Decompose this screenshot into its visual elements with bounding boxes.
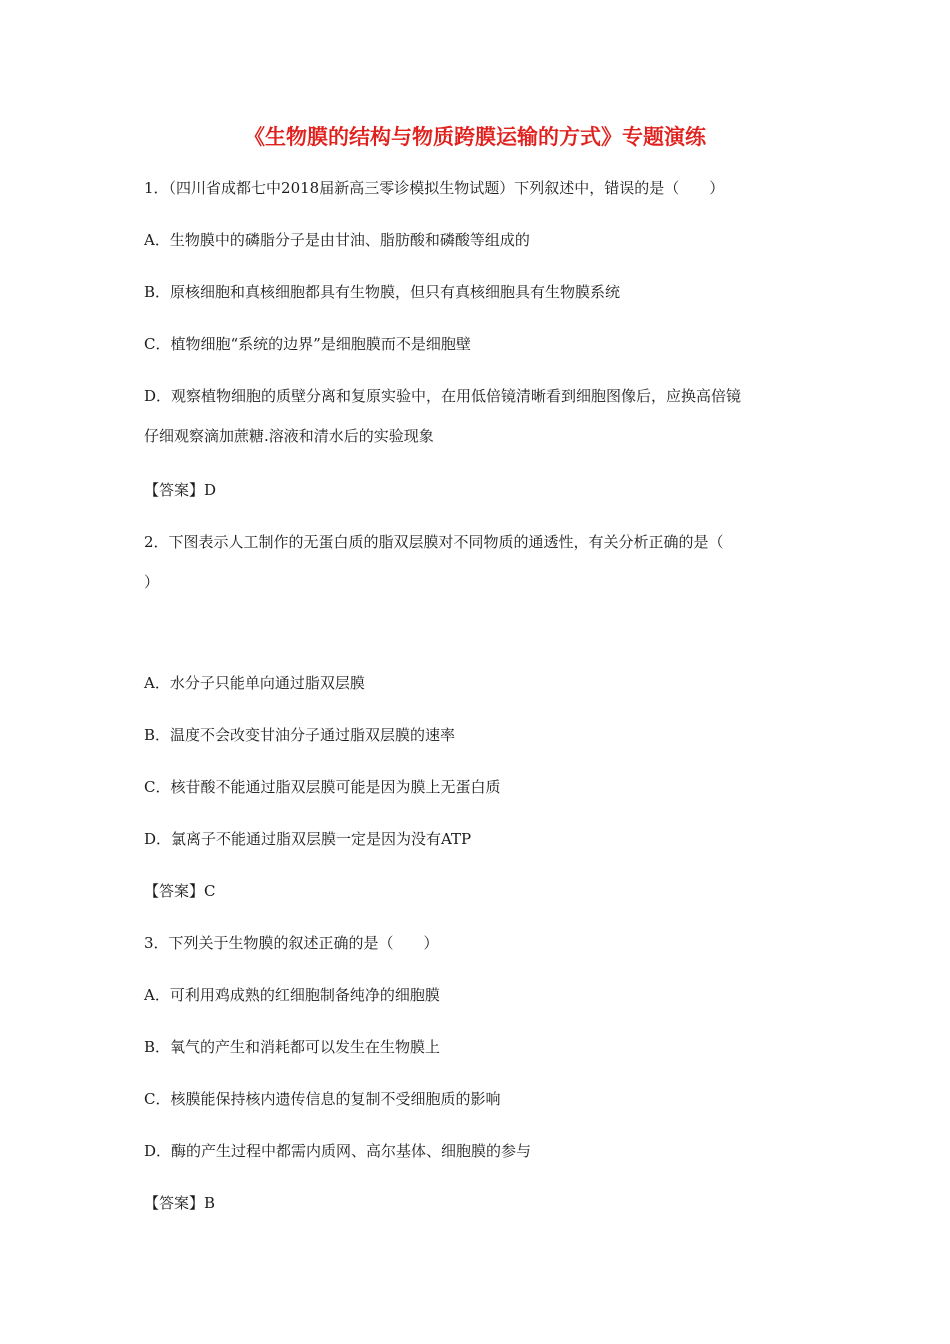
document-title: 《生物膜的结构与物质跨膜运输的方式》专题演练 xyxy=(244,124,706,149)
question-2-option-c: C．核苷酸不能通过脂双层膜可能是因为膜上无蛋白质 xyxy=(144,778,501,796)
question-2-option-b: B．温度不会改变甘油分子通过脂双层膜的速率 xyxy=(144,726,456,744)
question-2-stem-line-1: 2．下图表示人工制作的无蛋白质的脂双层膜对不同物质的通透性，有关分析正确的是（ xyxy=(144,533,724,551)
question-1-answer: 【答案】D xyxy=(144,481,217,499)
question-2-answer: 【答案】C xyxy=(144,882,216,900)
question-2-stem-line-2: ） xyxy=(144,573,160,591)
question-3-stem: 3．下列关于生物膜的叙述正确的是（ ） xyxy=(144,934,439,952)
question-1-option-d-line-2: 仔细观察滴加蔗糖.溶液和清水后的实验现象 xyxy=(144,427,434,445)
question-3-option-c: C．核膜能保持核内遗传信息的复制不受细胞质的影响 xyxy=(144,1090,501,1108)
question-1-option-c: C．植物细胞“系统的边界”是细胞膜而不是细胞壁 xyxy=(144,335,471,353)
question-1-option-b: B．原核细胞和真核细胞都具有生物膜，但只有真核细胞具有生物膜系统 xyxy=(144,283,621,301)
question-3-answer: 【答案】B xyxy=(144,1194,216,1212)
question-3-option-b: B．氧气的产生和消耗都可以发生在生物膜上 xyxy=(144,1038,441,1056)
question-3-option-a: A．可利用鸡成熟的红细胞制备纯净的细胞膜 xyxy=(144,986,440,1004)
question-1-option-a: A．生物膜中的磷脂分子是由甘油、脂肪酸和磷酸等组成的 xyxy=(144,231,530,249)
question-1-option-d-line-1: D．观察植物细胞的质壁分离和复原实验中，在用低倍镜清晰看到细胞图像后，应换高倍镜 xyxy=(144,387,742,405)
question-1-stem: 1．（四川省成都七中2018届新高三零诊模拟生物试题）下列叙述中，错误的是（ ） xyxy=(144,179,725,197)
question-2-option-a: A．水分子只能单向通过脂双层膜 xyxy=(144,674,365,692)
question-3-option-d: D．酶的产生过程中都需内质网、高尔基体、细胞膜的参与 xyxy=(144,1142,532,1160)
question-2-option-d: D．氯离子不能通过脂双层膜一定是因为没有ATP xyxy=(144,830,472,848)
